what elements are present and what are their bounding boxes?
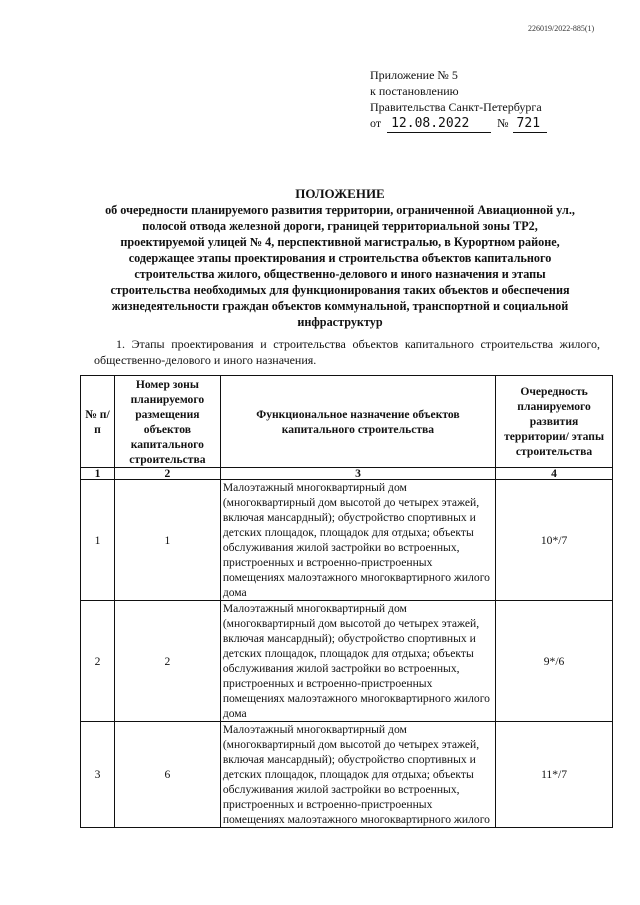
header-num: № п/п xyxy=(81,376,115,468)
row-num: 3 xyxy=(81,722,115,828)
table-header-row xyxy=(81,376,613,468)
subtitle-line: жизнедеятельности граждан объектов коммунальной, транспортной и социальной xyxy=(111,299,569,313)
resolution-number: 721 xyxy=(513,116,547,133)
subtitle-line: строительства необходимых для функционирования таких объектов и обеспечения xyxy=(110,283,570,297)
subtitle-line: об очередности планируемого развития территории, ограниченной Авиационной ул., xyxy=(105,203,575,217)
column-number: 2 xyxy=(114,468,220,480)
document-title xyxy=(80,186,600,330)
row-zone: 6 xyxy=(114,722,220,828)
subtitle-line: содержащее этапы проектирования и строительства объектов капитального xyxy=(128,251,552,265)
title-heading: ПОЛОЖЕНИЕ xyxy=(295,186,385,201)
stages-table xyxy=(80,375,613,828)
header-stage: Очередность планируемого развития территории/ этапы строительства xyxy=(496,376,613,468)
subtitle-line: проектируемой улицей № 4, перспективной магистралью, в Курортном районе, xyxy=(120,235,560,249)
annex-block xyxy=(370,67,547,133)
row-zone: 1 xyxy=(114,480,220,601)
date-prefix: от xyxy=(370,116,382,130)
table-row xyxy=(81,480,613,601)
annex-line-1: Приложение № 5 xyxy=(370,68,458,82)
row-purpose: Малоэтажный многоквартирный дом (многоквартирный дом высотой до четырех этажей, включая мансардный); обустройство спортивных и детских площадок, площадок для отдыха; объекты обслуживания жилой застройки во встроенных, пристроенных и встроенно-пристроенных помещениях малоэтажного многоквартирного жилого xyxy=(220,722,495,828)
column-number: 4 xyxy=(496,468,613,480)
header-zone: Номер зоны планируемого размещения объектов капитального строительства xyxy=(114,376,220,468)
row-purpose: Малоэтажный многоквартирный дом (многоквартирный дом высотой до четырех этажей, включая мансардный); обустройство спортивных и детских площадок, площадок для отдыха; объекты обслуживания жилой застройки во встроенных, пристроенных и встроенно-пристроенных помещениях малоэтажного многоквартирного жилого дома xyxy=(220,601,495,722)
subtitle-line: инфраструктур xyxy=(297,315,383,329)
table-row xyxy=(81,722,613,828)
annex-line-3: Правительства Санкт-Петербурга xyxy=(370,100,542,114)
row-stage: 11*/7 xyxy=(496,722,613,828)
column-number: 3 xyxy=(220,468,495,480)
row-num: 2 xyxy=(81,601,115,722)
column-number: 1 xyxy=(81,468,115,480)
resolution-date: 12.08.2022 xyxy=(387,116,491,133)
row-stage: 9*/6 xyxy=(496,601,613,722)
annex-date-line xyxy=(370,115,547,133)
column-number-row xyxy=(81,468,613,480)
header-purpose: Функциональное назначение объектов капитального строительства xyxy=(220,376,495,468)
row-stage: 10*/7 xyxy=(496,480,613,601)
annex-line-2: к постановлению xyxy=(370,84,459,98)
intro-paragraph: 1. Этапы проектирования и строительства объектов капитального строительства жилого, общественно-делового и иного назначения. xyxy=(94,337,600,367)
document-number: 226019/2022-885(1) xyxy=(528,24,595,33)
table-row xyxy=(81,601,613,722)
number-prefix: № xyxy=(497,116,509,130)
subtitle-line: строительства жилого, общественно-делового и иного назначения и этапы xyxy=(134,267,546,281)
subtitle-line: полосой отвода железной дороги, границей территориальной зоны ТР2, xyxy=(142,219,538,233)
row-purpose: Малоэтажный многоквартирный дом (многоквартирный дом высотой до четырех этажей, включая мансардный); обустройство спортивных и детских площадок, площадок для отдыха; объекты обслуживания жилой застройки во встроенных, пристроенных и встроенно-пристроенных помещениях малоэтажного многоквартирного жилого дома xyxy=(220,480,495,601)
row-zone: 2 xyxy=(114,601,220,722)
row-num: 1 xyxy=(81,480,115,601)
